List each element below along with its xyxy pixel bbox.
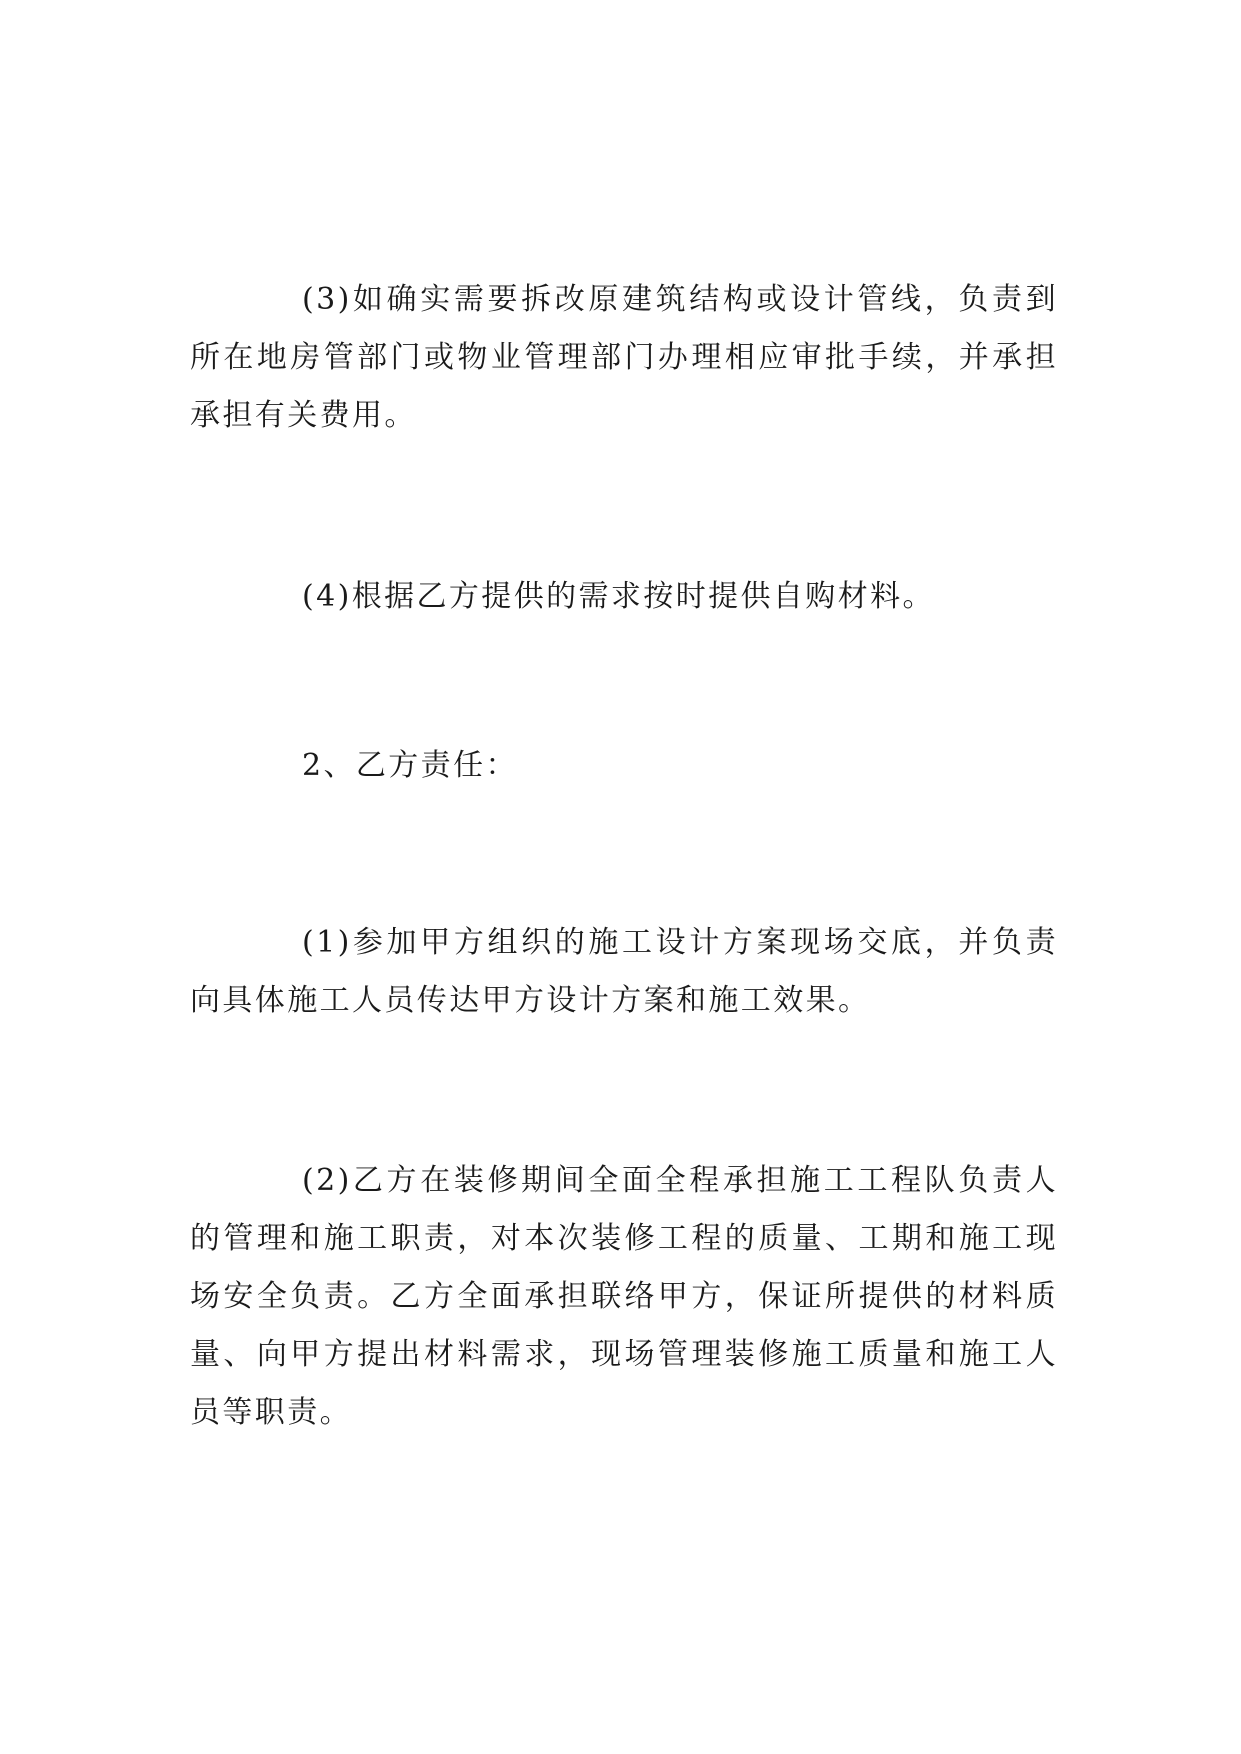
paragraph-party-b-management: (2)乙方在装修期间全面全程承担施工工程队负责人的管理和施工职责，对本次装修工程的质量、工期和施工现场安全负责。乙方全面承担联络甲方，保证所提供的材料质量、向甲方提出材料需求，现场管理装修施工质量和施工人员等职责。 [190, 1163, 1058, 1430]
paragraph-party-b-briefing: (1)参加甲方组织的施工设计方案现场交底，并负责向具体施工人员传达甲方设计方案和施工效果。 [190, 925, 1058, 1018]
paragraph-party-a-materials: (4)根据乙方提供的需求按时提供自购材料。 [302, 579, 935, 614]
paragraph-party-a-approval: (3)如确实需要拆改原建筑结构或设计管线，负责到所在地房管部门或物业管理部门办理相应审批手续，并承担承担有关费用。 [190, 282, 1058, 433]
section-heading-party-b: 2、乙方责任： [302, 748, 518, 783]
